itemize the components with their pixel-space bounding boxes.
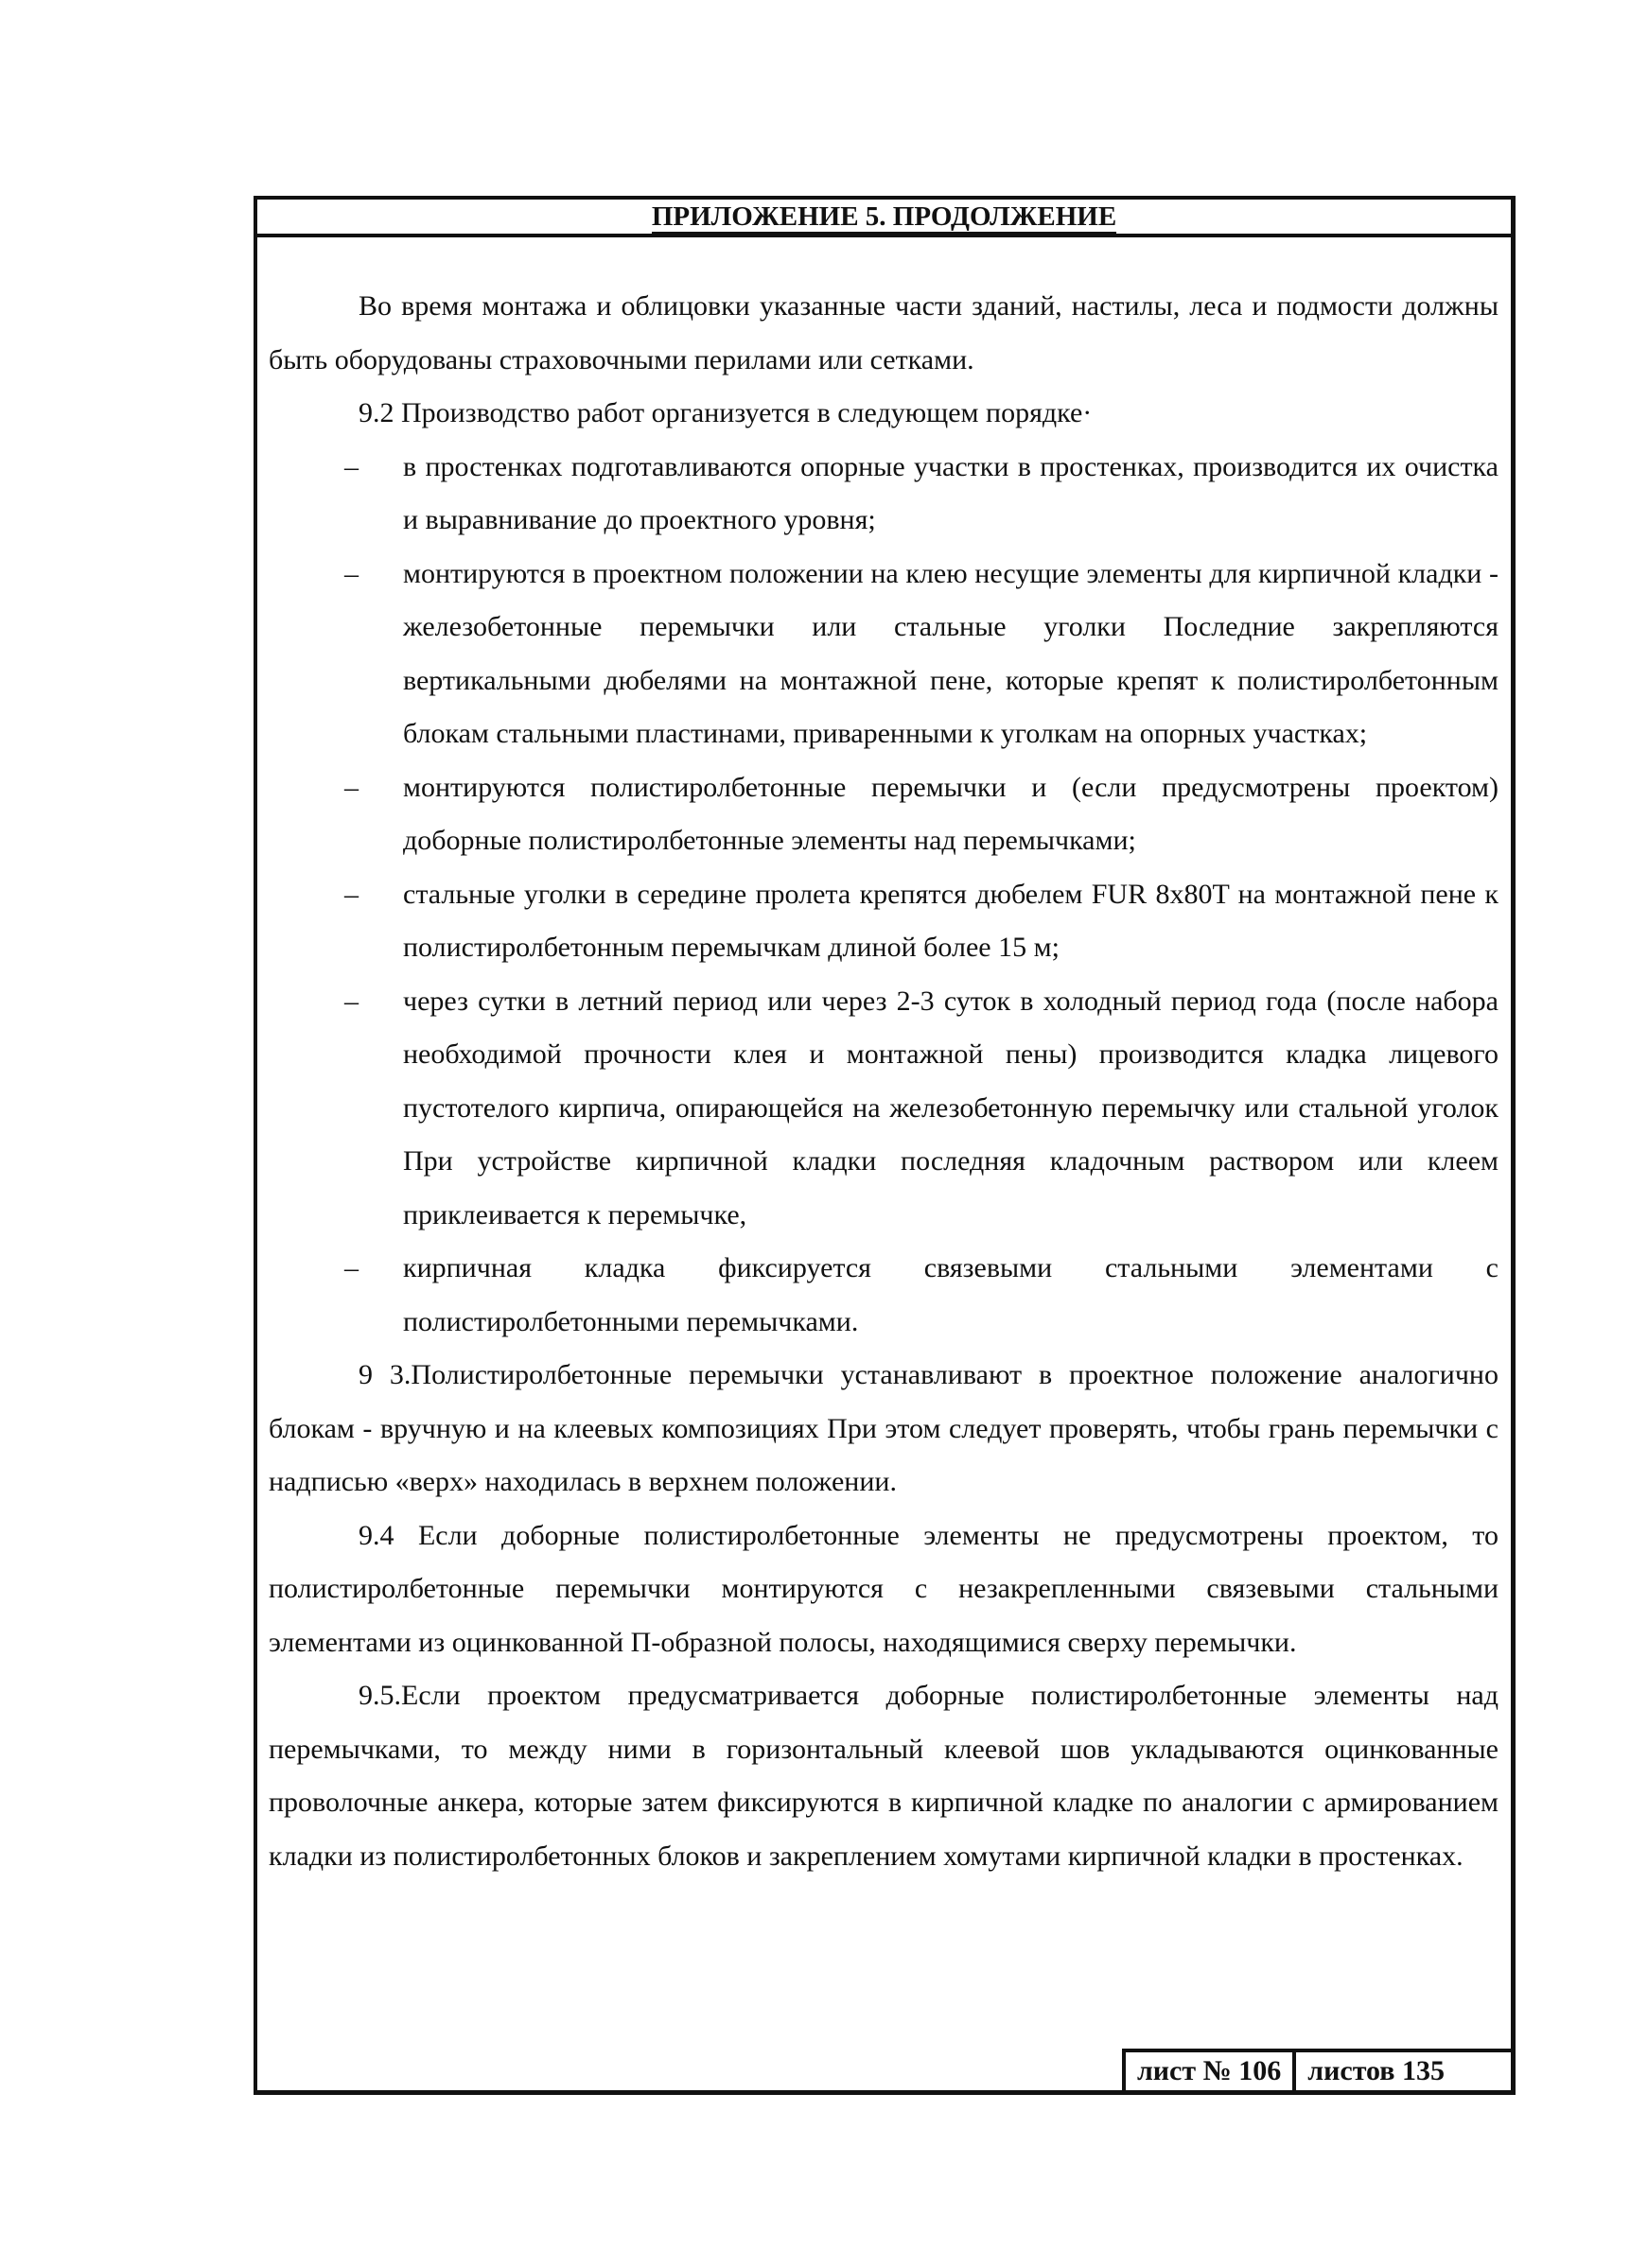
document-body <box>269 280 1499 1883</box>
document-frame <box>254 196 1516 2095</box>
paragraph-9-2: 9.2 Производство работ организуется в следующем порядке· <box>359 397 1093 428</box>
sheet-number: лист № 106 <box>1136 2055 1282 2086</box>
list-item-text: монтируются в проектном положении на клею несущие элементы для кирпичной кладки - железобетонные перемычки или стальные уголки Последние закрепляются вертикальными дюбелями на монтажной пене, которые крепят к полистиролбетонным блокам стальными пластинами, приваренными к уголкам на опорных участках; <box>403 557 1499 749</box>
work-order-list <box>269 441 1499 1350</box>
list-item <box>269 761 1499 868</box>
paragraph-safety: Во время монтажа и облицовки указанные части зданий, настилы, леса и подмости должны быть оборудованы страховочными перилами или сетками. <box>269 290 1499 375</box>
appendix-title: ПРИЛОЖЕНИЕ 5. ПРОДОЛЖЕНИЕ <box>651 201 1117 232</box>
list-item-text: через сутки в летний период или через 2-3 суток в холодный период года (после набора необходимой прочности клея и монтажной пены) производится кладка лицевого пустотелого кирпича, опирающейся на железобетонную перемычку или стальной уголок При устройстве кирпичной кладки последняя кладочным раствором или клеем приклеивается к перемычке, <box>403 985 1499 1230</box>
list-item <box>269 441 1499 548</box>
list-item-text: стальные уголки в середине пролета крепятся дюбелем FUR 8x80T на монтажной пене к полистиролбетонным перемычкам длиной более 15 м; <box>403 878 1499 963</box>
paragraph-9-3: 9 3.Полистиролбетонные перемычки устанавливают в проектное положение аналогично блокам - вручную и на клеевых композициях При этом следует проверять, чтобы грань перемычки с надписью «верх» находилась в верхнем положении. <box>269 1359 1499 1497</box>
list-item <box>269 548 1499 761</box>
list-item <box>269 1242 1499 1349</box>
paragraph-9-5: 9.5.Если проектом предусматривается доборные полистиролбетонные элементы над перемычками, то между ними в горизонтальный клеевой шов укладываются оцинкованные проволочные анкера, которые затем фиксируются в кирпичной кладке по аналогии с армированием кладки из полистиролбетонных блоков и закреплением хомутами кирпичной кладки в простенках. <box>269 1680 1499 1872</box>
list-item <box>269 975 1499 1243</box>
dash-marker: – <box>344 771 359 803</box>
paragraph-9-4: 9.4 Если доборные полистиролбетонные элементы не предусмотрены проектом, то полистиролбетонные перемычки монтируются с незакрепленными связевыми стальными элементами из оцинкованной П-образной полосы, находящимися сверху перемычки. <box>269 1519 1499 1658</box>
dash-marker: – <box>344 878 359 910</box>
dash-marker: – <box>344 985 359 1017</box>
appendix-header <box>257 200 1511 237</box>
list-item <box>269 868 1499 975</box>
list-item-text: в простенках подготавливаются опорные участки в простенках, производится их очистка и выравнивание до проектного уровня; <box>403 450 1499 535</box>
list-item-text: монтируются полистиролбетонные перемычки и (если предусмотрены проектом) доборные полистиролбетонные элементы над перемычками; <box>403 771 1499 856</box>
dash-marker: – <box>344 557 359 589</box>
list-item-text: кирпичная кладка фиксируется связевыми стальными элементами с полистиролбетонными перемычками. <box>403 1252 1499 1337</box>
dash-marker: – <box>344 450 359 482</box>
sheets-total: листов 135 <box>1292 2052 1511 2090</box>
dash-marker: – <box>344 1252 359 1283</box>
sheet-stamp <box>1122 2049 1511 2090</box>
